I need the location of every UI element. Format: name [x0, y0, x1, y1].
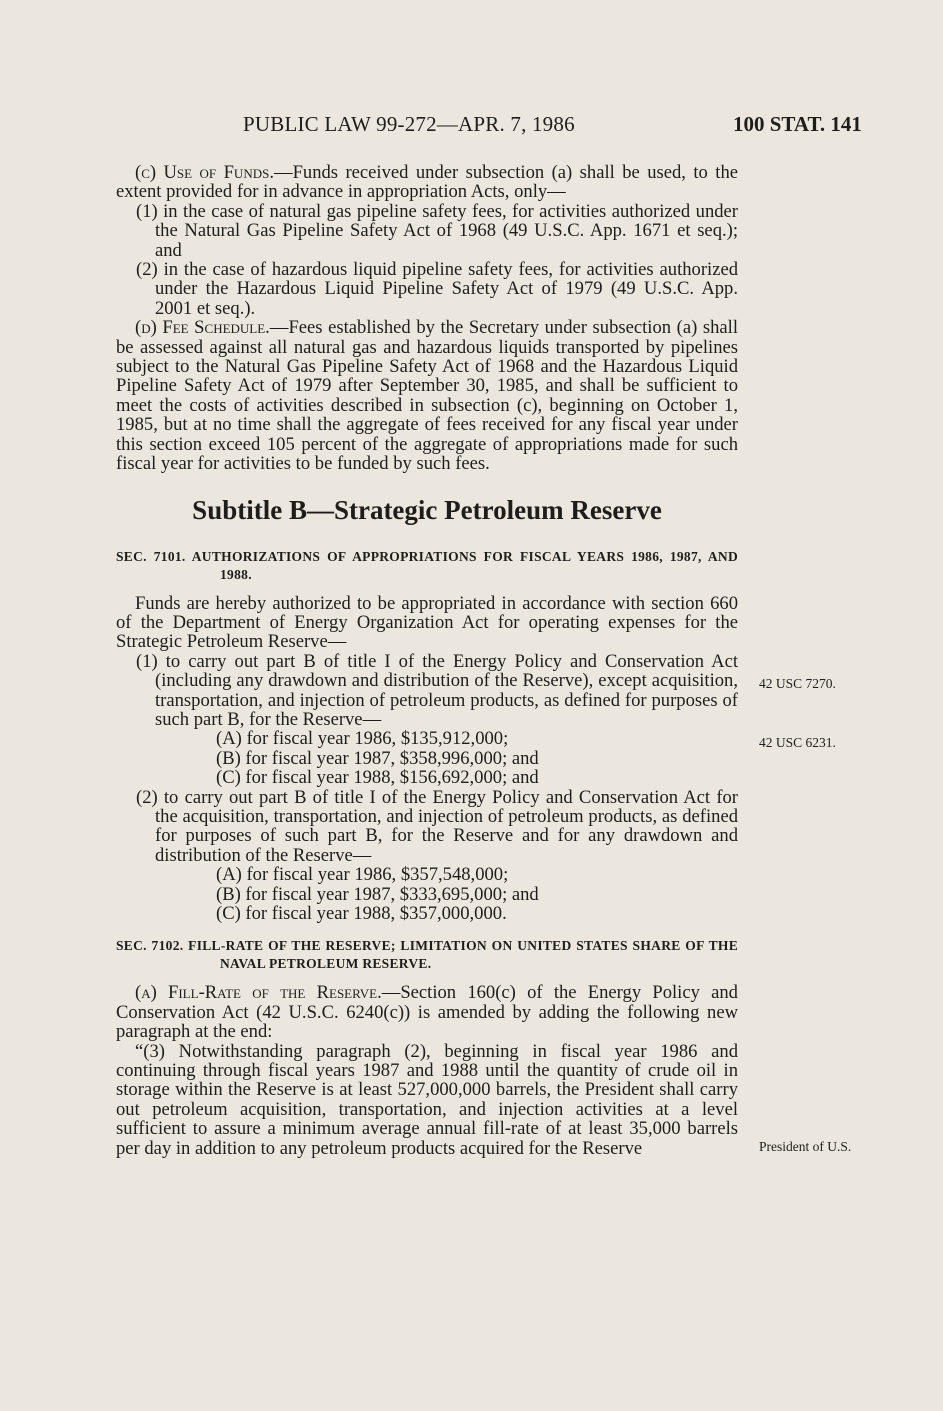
section-7101-item-2c: (C) for fiscal year 1988, $357,000,000. [216, 903, 507, 924]
section-7101-item-2: (2) to carry out part B of title I of the Energy Policy and Conservation Act for the acquisition, transportation, and injection of petroleum products, as defined for purposes of such part B, for the Reserve and for any drawdown and distribution of the Reserve— [136, 786, 738, 866]
section-7102-quote: “(3) Notwithstanding paragraph (2), beginning in fiscal year 1986 and continuing through fiscal years 1987 and 1988 until the quantity of crude oil in storage within the Reserve is at least 527,000,000 barrels, the President shall carry out petroleum acquisition, transportation, and injection activities at a level sufficient to assure a minimum average annual fill-rate of at least 35,000 barrels per day in addition to any petroleum products acquired for the Reserve [116, 1040, 738, 1159]
paragraph-d [116, 318, 738, 473]
section-7101-item-1c: (C) for fiscal year 1988, $156,692,000; and [216, 767, 539, 789]
paragraph-c-1: (1) in the case of natural gas pipeline safety fees, for activities authorized under the Natural Gas Pipeline Safety Act of 1968 (49 U.S.C. App. 1671 et seq.); and [136, 200, 738, 261]
heading-fee-schedule: (d) Fee Schedule. [135, 317, 270, 339]
section-7101-heading: SEC. 7101. AUTHORIZATIONS OF APPROPRIATIONS FOR FISCAL YEARS 1986, 1987, AND 1988. [116, 548, 738, 582]
section-7101-item-2b: (B) for fiscal year 1987, $333,695,000; and [216, 883, 539, 905]
section-7102-heading: SEC. 7102. FILL-RATE OF THE RESERVE; LIMITATION ON UNITED STATES SHARE OF THE NAVAL PETROLEUM RESERVE. [116, 938, 738, 972]
paragraph-c [116, 163, 738, 202]
subtitle-heading: Subtitle B—Strategic Petroleum Reserve [192, 494, 662, 525]
section-7101-item-1b: (B) for fiscal year 1987, $358,996,000; and [216, 747, 539, 769]
document-body [116, 163, 738, 1158]
page-header-stat: 100 STAT. 141 [733, 112, 862, 136]
section-7101-intro: Funds are hereby authorized to be appropriated in accordance with section 660 of the Department of Energy Organization Act for operating expenses for the Strategic Petroleum Reserve— [116, 592, 738, 653]
section-7102-a [116, 983, 738, 1041]
heading-fill-rate: (a) Fill-Rate of the Reserve. [135, 982, 382, 1004]
section-7102-a-text: —Section 160(c) of the Energy Policy and Conservation Act (42 U.S.C. 6240(c)) is amended by adding the following new paragraph at the end: [116, 982, 738, 1043]
page-header-title: PUBLIC LAW 99-272—APR. 7, 1986 [243, 112, 575, 136]
paragraph-c-2: (2) in the case of hazardous liquid pipeline safety fees, for activities authorized under the Hazardous Liquid Pipeline Safety Act of 1979 (49 U.S.C. App. 2001 et seq.). [136, 259, 738, 319]
margin-note-42-usc-6231: 42 USC 6231. [759, 735, 836, 750]
section-7101-item-2a: (A) for fiscal year 1986, $357,548,000; [216, 864, 509, 886]
heading-use-of-funds: (c) Use of Funds. [135, 162, 274, 183]
margin-note-42-usc-7270: 42 USC 7270. [759, 676, 836, 691]
margin-note-president: President of U.S. [759, 1139, 852, 1154]
paragraph-c-text: —Funds received under subsection (a) shall be used, to the extent provided for in advance in appropriation Acts, only— [116, 162, 739, 203]
section-7101-item-1: (1) to carry out part B of title I of the Energy Policy and Conservation Act (including any drawdown and distribution of the Reserve), except acquisition, transportation, and injection of petroleum products, as defined for purposes of such part B, for the Reserve— [136, 650, 738, 730]
paragraph-d-text: —Fees established by the Secretary under subsection (a) shall be assessed against all natural gas and hazardous liquids transported by pipelines subject to the Natural Gas Pipeline Safety Act of 1968 and the Hazardous Liquid Pipeline Safety Act of 1979 after September 30, 1985, and shall be sufficient to meet the costs of activities described in subsection (c), beginning on October 1, 1985, but at no time shall the aggregate of fees received for any fiscal year under this section exceed 105 percent of the aggregate of appropriations made for such fiscal year for activities to be funded by such fees. [116, 317, 738, 475]
section-7101-item-1a: (A) for fiscal year 1986, $135,912,000; [216, 728, 509, 750]
